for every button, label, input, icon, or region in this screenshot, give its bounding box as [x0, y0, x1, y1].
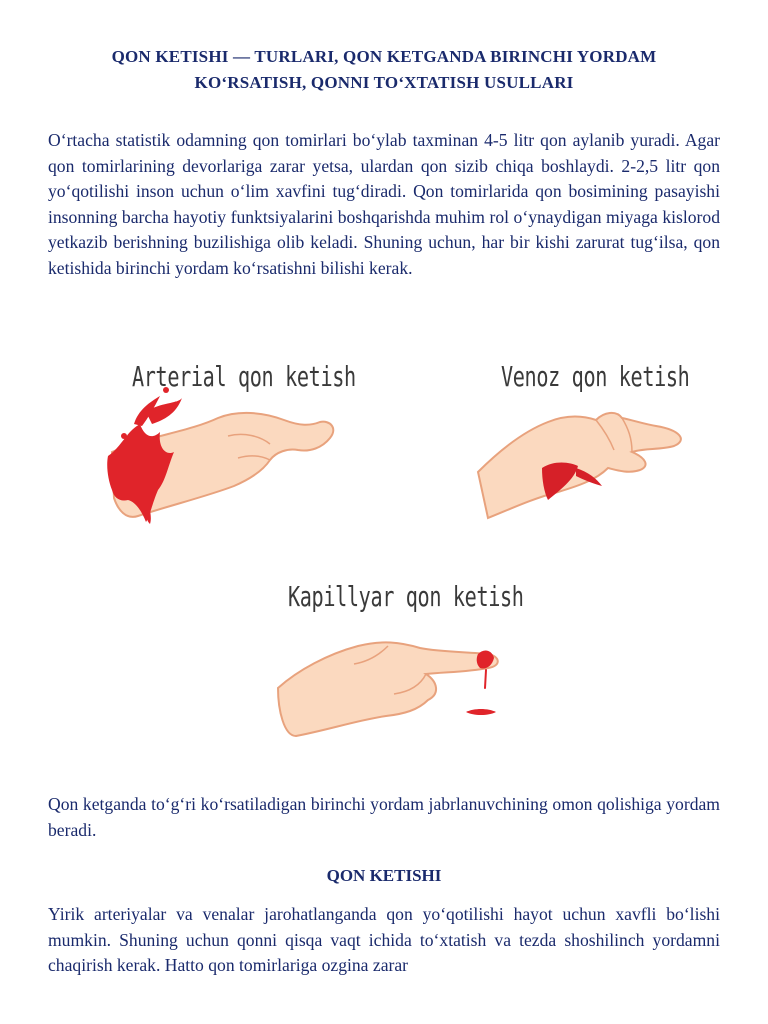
document-title	[48, 44, 720, 96]
bleeding-types-illustration	[48, 340, 720, 760]
venous-hand	[478, 413, 681, 518]
arterial-hand-illustration	[107, 387, 333, 524]
section-paragraph: Yirik arteriyalar va venalar jarohatlanganda qon yo‘qotilishi hayot uchun xavfli bo‘lishi mumkin. Shuning uchun qonni qisqa vaqt ichida to‘xtatish va tezda shoshilinch yordamni chaqirish kerak. Hatto qon tomirlariga ozgina zarar	[48, 904, 720, 975]
title-line-2: KO‘RSATISH, QONNI TO‘XTATISH USULLARI	[194, 73, 574, 92]
title-line-1: QON KETISHI — TURLARI, QON KETGANDA BIRINCHI YORDAM	[111, 47, 657, 66]
intro-paragraph: O‘rtacha statistik odamning qon tomirlari bo‘ylab taxminan 4-5 litr qon aylanib yuradi. Agar qon tomirlarining devorlariga zarar yetsa, ulardan qon sizib chiqa boshlaydi. 2-2,5 litr qon yo‘qotilishi inson uchun o‘lim xavfini tug‘diradi. Qon tomirlarida qon bosimining pasayishi insonning barcha hayotiy funktsiyalarini boshqarishda muhim rol o‘ynaydigan miyaga kislorod yetkazib berishning buzilishiga olib keladi. Shuning uchun, har bir kishi zarurat tug‘ilsa, qon ketishida birinchi yordam ko‘rsatishni bilishi kerak.	[48, 130, 720, 278]
capillary-label: Kapillyar qon ketish	[288, 580, 524, 613]
capillary-hand-illustration	[278, 642, 498, 736]
arterial-label: Arterial qon ketish	[132, 360, 356, 393]
capillary-hand	[278, 642, 498, 736]
bleeding-types-svg	[48, 340, 720, 760]
venous-hand-illustration	[478, 413, 681, 518]
first-aid-paragraph: Qon ketganda to‘g‘ri ko‘rsatiladigan birinchi yordam jabrlanuvchining omon qolishiga yordam beradi.	[48, 794, 720, 840]
document-page	[48, 0, 720, 975]
capillary-blood-puddle	[466, 709, 496, 715]
venous-label: Venoz qon ketish	[501, 360, 690, 393]
section-heading: QON KETISHI	[326, 866, 442, 885]
